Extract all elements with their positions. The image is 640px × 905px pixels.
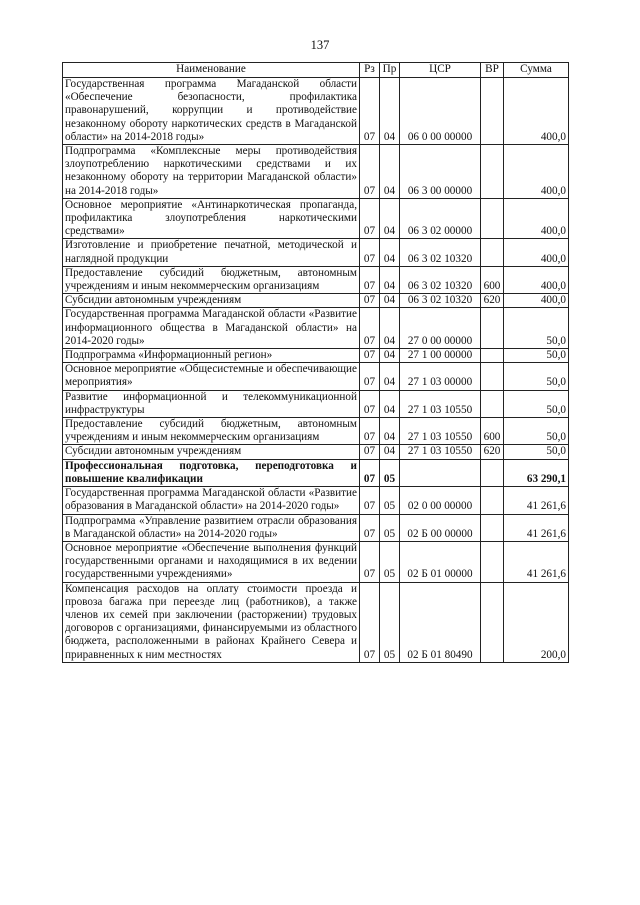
table-row	[63, 487, 569, 514]
row-sum: 50,0	[504, 445, 569, 459]
row-pr: 04	[380, 363, 400, 390]
row-csr: 02 Б 01 00000	[400, 541, 481, 582]
row-vr: 620	[481, 294, 504, 308]
row-vr	[481, 145, 504, 199]
table-row	[63, 198, 569, 239]
budget-table	[62, 62, 569, 663]
table-row	[63, 363, 569, 390]
row-csr: 27 0 00 00000	[400, 308, 481, 349]
row-sum: 50,0	[504, 308, 569, 349]
row-pr: 05	[380, 514, 400, 541]
table-row	[63, 582, 569, 662]
row-csr: 06 3 00 00000	[400, 145, 481, 199]
table-row	[63, 390, 569, 417]
row-name: Основное мероприятие «Общесистемные и обеспечивающие мероприятия»	[63, 363, 360, 390]
row-vr	[481, 363, 504, 390]
row-vr: 600	[481, 266, 504, 293]
row-pr: 05	[380, 459, 400, 486]
row-csr: 06 3 02 00000	[400, 198, 481, 239]
row-name: Субсидии автономным учреждениям	[63, 445, 360, 459]
row-csr: 27 1 03 10550	[400, 418, 481, 445]
row-name: Изготовление и приобретение печатной, методической и наглядной продукции	[63, 239, 360, 266]
row-pr: 04	[380, 198, 400, 239]
header-rz: Рз	[360, 63, 380, 78]
header-name: Наименование	[63, 63, 360, 78]
row-name: Субсидии автономным учреждениям	[63, 294, 360, 308]
row-pr: 04	[380, 78, 400, 145]
row-vr	[481, 390, 504, 417]
row-rz: 07	[360, 266, 380, 293]
row-sum: 400,0	[504, 78, 569, 145]
row-pr: 04	[380, 145, 400, 199]
table-row	[63, 445, 569, 459]
row-rz: 07	[360, 294, 380, 308]
table-row	[63, 239, 569, 266]
row-name: Подпрограмма «Управление развитием отрасли образования в Магаданской области» на 2014-2020 годы»	[63, 514, 360, 541]
row-pr: 04	[380, 418, 400, 445]
row-sum: 400,0	[504, 239, 569, 266]
row-name: Предоставление субсидий бюджетным, автономным учреждениям и иным некоммерческим организациям	[63, 418, 360, 445]
header-pr: Пр	[380, 63, 400, 78]
row-pr: 04	[380, 390, 400, 417]
row-rz: 07	[360, 198, 380, 239]
row-rz: 07	[360, 308, 380, 349]
row-vr	[481, 582, 504, 662]
row-csr: 02 Б 01 80490	[400, 582, 481, 662]
row-vr	[481, 239, 504, 266]
row-sum: 400,0	[504, 294, 569, 308]
row-vr: 620	[481, 445, 504, 459]
row-vr: 600	[481, 418, 504, 445]
row-vr	[481, 459, 504, 486]
row-csr: 06 0 00 00000	[400, 78, 481, 145]
row-pr: 04	[380, 266, 400, 293]
table-row	[63, 418, 569, 445]
row-csr: 06 3 02 10320	[400, 239, 481, 266]
row-vr	[481, 487, 504, 514]
row-csr: 27 1 03 10550	[400, 445, 481, 459]
row-name: Государственная программа Магаданской области «Обеспечение безопасности, профилактика правонарушений, коррупции и противодействие незаконному обороту наркотических средств в Магаданской области» на 2014-2018 годы»	[63, 78, 360, 145]
row-name: Подпрограмма «Комплексные меры противодействия злоупотреблению наркотическими средствами и их незаконному обороту на территории Магаданской области» на 2014-2018 годы»	[63, 145, 360, 199]
row-name: Государственная программа Магаданской области «Развитие информационного общества в Магаданской области» на 2014-2020 годы»	[63, 308, 360, 349]
row-sum: 400,0	[504, 198, 569, 239]
row-csr	[400, 459, 481, 486]
row-pr: 05	[380, 487, 400, 514]
row-rz: 07	[360, 363, 380, 390]
row-pr: 05	[380, 582, 400, 662]
row-rz: 07	[360, 349, 380, 363]
row-vr	[481, 514, 504, 541]
row-pr: 04	[380, 349, 400, 363]
row-csr: 27 1 03 00000	[400, 363, 481, 390]
page-number: 137	[310, 38, 330, 52]
row-vr	[481, 78, 504, 145]
row-rz: 07	[360, 514, 380, 541]
row-name: Развитие информационной и телекоммуникационной инфраструктуры	[63, 390, 360, 417]
row-name: Подпрограмма «Информационный регион»	[63, 349, 360, 363]
row-csr: 27 1 00 00000	[400, 349, 481, 363]
table-row	[63, 266, 569, 293]
row-sum: 41 261,6	[504, 514, 569, 541]
row-rz: 07	[360, 582, 380, 662]
header-sum: Сумма	[504, 63, 569, 78]
row-rz: 07	[360, 541, 380, 582]
table-row	[63, 514, 569, 541]
row-sum: 41 261,6	[504, 487, 569, 514]
row-csr: 06 3 02 10320	[400, 294, 481, 308]
header-csr: ЦСР	[400, 63, 481, 78]
table-row	[63, 145, 569, 199]
row-name: Основное мероприятие «Антинаркотическая пропаганда, профилактика злоупотребления наркотическими средствами»	[63, 198, 360, 239]
row-sum: 400,0	[504, 266, 569, 293]
table-row	[63, 541, 569, 582]
row-rz: 07	[360, 390, 380, 417]
table-row	[63, 78, 569, 145]
row-sum: 50,0	[504, 349, 569, 363]
header-vr: ВР	[481, 63, 504, 78]
table-row	[63, 294, 569, 308]
row-vr	[481, 349, 504, 363]
row-csr: 02 Б 00 00000	[400, 514, 481, 541]
row-csr: 02 0 00 00000	[400, 487, 481, 514]
row-sum: 50,0	[504, 363, 569, 390]
row-name: Компенсация расходов на оплату стоимости проезда и провоза багажа при переезде лиц (работников), а также членов их семей при заключении (расторжении) трудовых договоров с организациями, финансируемыми из областного бюджета, расположенными в районах Крайнего Севера и приравненных к ним местностях	[63, 582, 360, 662]
row-pr: 04	[380, 445, 400, 459]
row-name: Профессиональная подготовка, переподготовка и повышение квалификации	[63, 459, 360, 486]
table-row	[63, 308, 569, 349]
row-sum: 50,0	[504, 390, 569, 417]
row-pr: 04	[380, 308, 400, 349]
row-name: Основное мероприятие «Обеспечение выполнения функций государственными органами и находящимися в их ведении государственными учреждениями»	[63, 541, 360, 582]
row-pr: 04	[380, 294, 400, 308]
row-pr: 05	[380, 541, 400, 582]
row-rz: 07	[360, 459, 380, 486]
row-rz: 07	[360, 145, 380, 199]
row-vr	[481, 308, 504, 349]
row-rz: 07	[360, 418, 380, 445]
row-pr: 04	[380, 239, 400, 266]
row-csr: 06 3 02 10320	[400, 266, 481, 293]
table-row	[63, 459, 569, 486]
row-csr: 27 1 03 10550	[400, 390, 481, 417]
row-sum: 400,0	[504, 145, 569, 199]
row-vr	[481, 541, 504, 582]
row-sum: 50,0	[504, 418, 569, 445]
row-rz: 07	[360, 239, 380, 266]
row-name: Государственная программа Магаданской области «Развитие образования в Магаданской области» на 2014-2020 годы»	[63, 487, 360, 514]
row-rz: 07	[360, 445, 380, 459]
table-row	[63, 349, 569, 363]
row-sum: 63 290,1	[504, 459, 569, 486]
row-sum: 200,0	[504, 582, 569, 662]
table-header-row	[63, 63, 569, 78]
row-vr	[481, 198, 504, 239]
row-sum: 41 261,6	[504, 541, 569, 582]
row-rz: 07	[360, 487, 380, 514]
row-rz: 07	[360, 78, 380, 145]
row-name: Предоставление субсидий бюджетным, автономным учреждениям и иным некоммерческим организациям	[63, 266, 360, 293]
